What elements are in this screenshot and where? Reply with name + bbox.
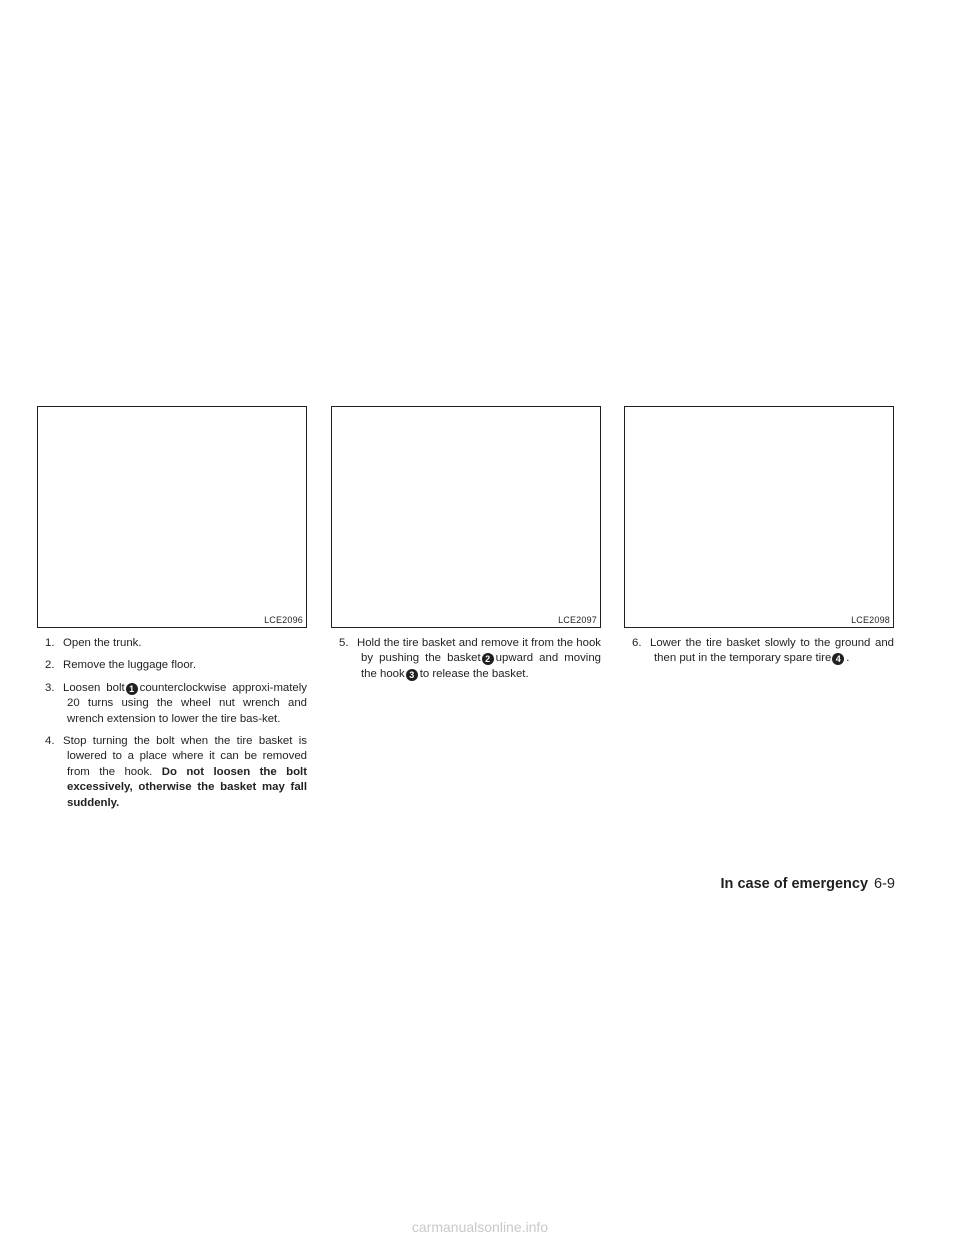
step-6: 6. Lower the tire basket slowly to the ground and then put in the temporary spare tire 4 .: [632, 637, 894, 665]
step-2: 2. Remove the luggage floor.: [45, 659, 196, 672]
callout-1-icon: 1: [126, 683, 138, 695]
callout-2-icon: 2: [482, 653, 494, 665]
section-title: In case of emergency: [720, 876, 869, 892]
callout-4-icon: 4: [832, 653, 844, 665]
step-3: 3. Loosen bolt 1 counterclockwise approxi-mately 20 turns using the wheel nut wrench and wrench extension to lower the tire bas-ket.: [45, 681, 307, 725]
figure-code: LCE2096: [264, 615, 303, 625]
figure-code: LCE2097: [558, 615, 597, 625]
step-5: 5. Hold the tire basket and remove it from the hook by pushing the basket 2 upward and moving the hook 3 to release the basket.: [339, 637, 601, 680]
page-footer: [600, 876, 895, 892]
step-list: [624, 636, 894, 667]
column-1: [37, 406, 307, 818]
step-list: [37, 636, 307, 811]
column-2: [331, 406, 601, 689]
page-number: 6-9: [874, 876, 895, 892]
column-3: [624, 406, 894, 674]
figure-lce2096: [37, 406, 307, 628]
figure-code: LCE2098: [851, 615, 890, 625]
figure-lce2097: [331, 406, 601, 628]
step-1: 1. Open the trunk.: [45, 637, 142, 649]
step-4: 4. Stop turning the bolt when the tire basket is lowered to a place where it can be removed from the hook. Do not loosen the bolt excessively, otherwise the basket may fall suddenly.: [45, 735, 307, 809]
callout-3-icon: 3: [406, 669, 418, 681]
watermark: carmanualsonline.info: [411, 1219, 549, 1235]
step-list: [331, 636, 601, 682]
figure-lce2098: [624, 406, 894, 628]
warning-text: Do not loosen the bolt excessively, otherwise the basket may fall suddenly.: [67, 765, 307, 809]
